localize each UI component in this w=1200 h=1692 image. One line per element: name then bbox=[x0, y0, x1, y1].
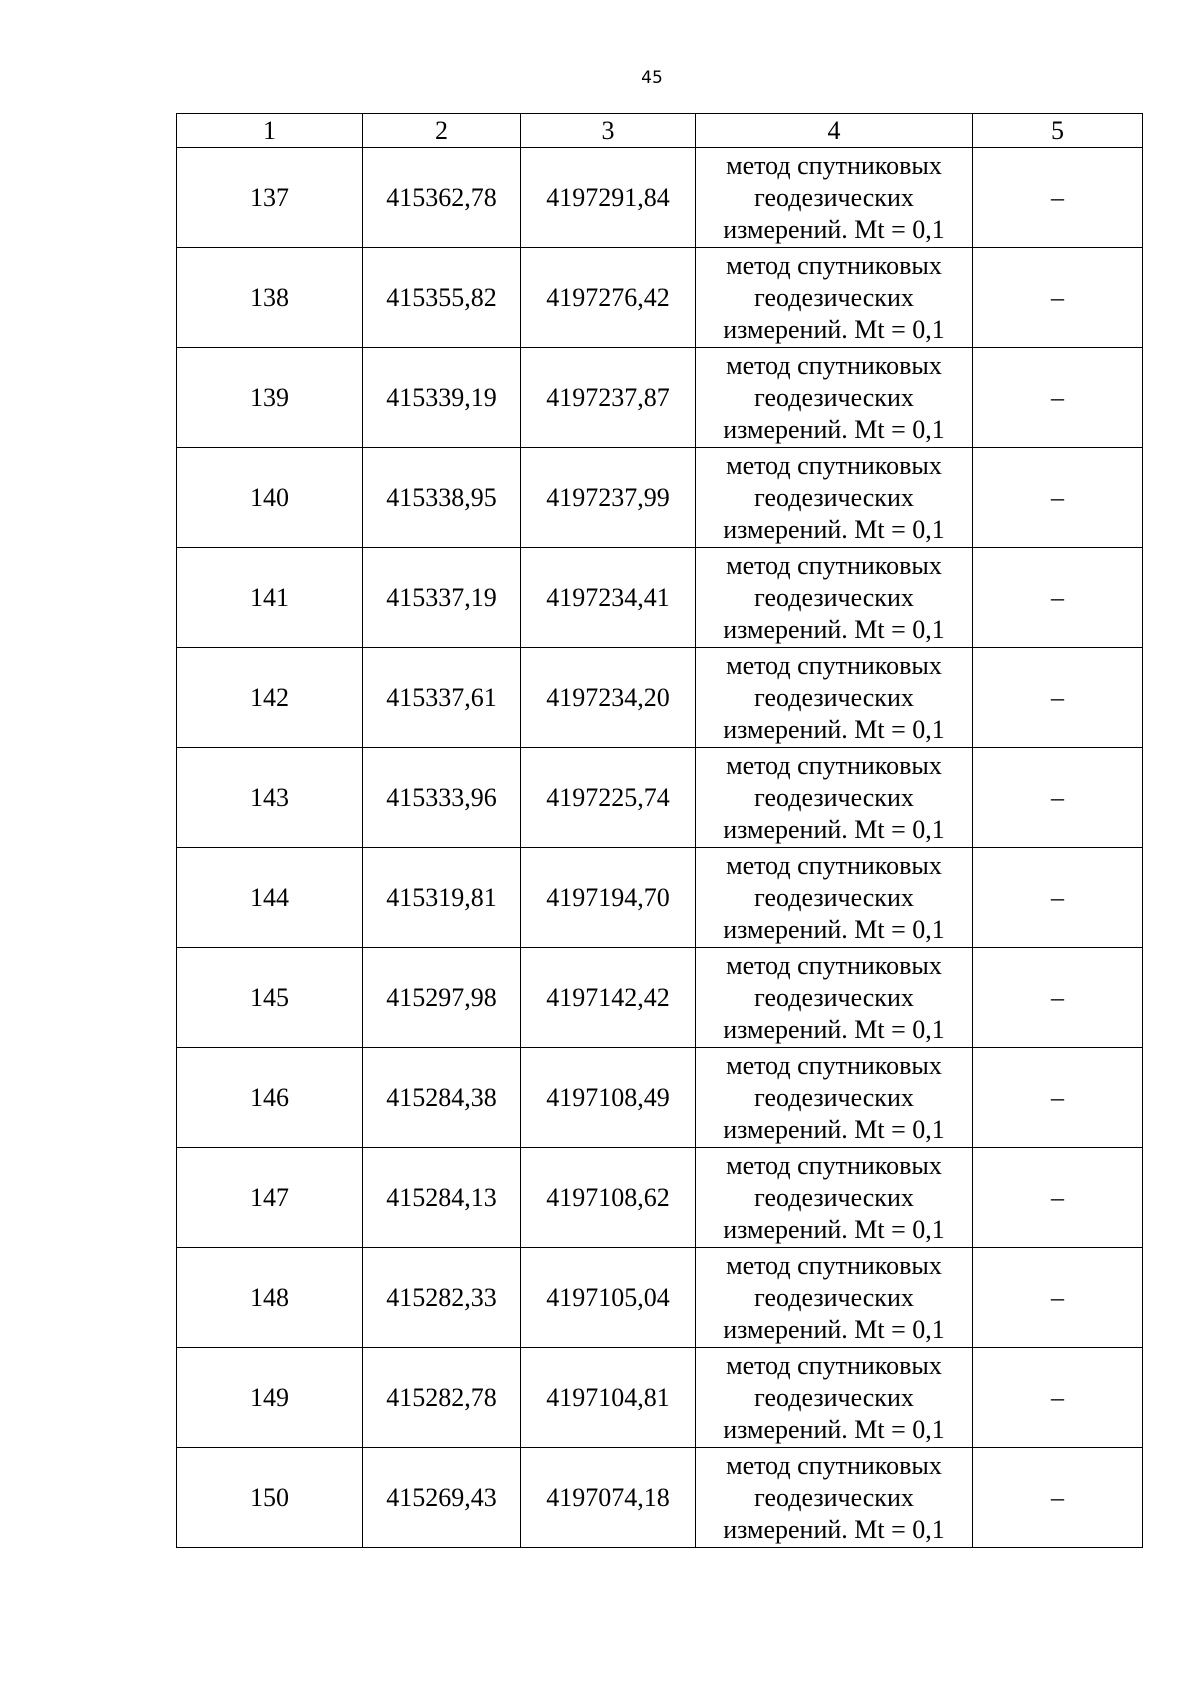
method-line: метод спутниковых bbox=[726, 650, 942, 680]
table-row bbox=[177, 348, 1143, 448]
table-row bbox=[177, 1048, 1143, 1148]
point-number-cell: 139 bbox=[177, 348, 363, 448]
method-line: геодезических bbox=[754, 1282, 914, 1312]
method-cell bbox=[696, 448, 973, 548]
y-coordinate-cell: 4197074,18 bbox=[521, 1448, 696, 1548]
method-line: геодезических bbox=[754, 1082, 914, 1112]
x-coordinate-cell: 415355,82 bbox=[363, 248, 521, 348]
table-row bbox=[177, 1248, 1143, 1348]
x-coordinate-cell: 415362,78 bbox=[363, 148, 521, 248]
point-number-cell: 146 bbox=[177, 1048, 363, 1148]
method-line: метод спутниковых bbox=[726, 150, 942, 180]
method-line: измерений. Mt = 0,1 bbox=[723, 1514, 945, 1544]
point-number-cell: 150 bbox=[177, 1448, 363, 1548]
y-coordinate-cell: 4197234,20 bbox=[521, 648, 696, 748]
header-cell-1: 1 bbox=[177, 114, 363, 148]
method-line: метод спутниковых bbox=[726, 250, 942, 280]
y-coordinate-cell: 4197225,74 bbox=[521, 748, 696, 848]
note-cell: – bbox=[973, 1348, 1143, 1448]
method-line: геодезических bbox=[754, 582, 914, 612]
note-cell: – bbox=[973, 348, 1143, 448]
method-cell bbox=[696, 1448, 973, 1548]
note-cell: – bbox=[973, 648, 1143, 748]
method-cell bbox=[696, 148, 973, 248]
method-cell bbox=[696, 748, 973, 848]
y-coordinate-cell: 4197104,81 bbox=[521, 1348, 696, 1448]
method-cell bbox=[696, 548, 973, 648]
method-cell bbox=[696, 848, 973, 948]
method-line: метод спутниковых bbox=[726, 850, 942, 880]
method-line: геодезических bbox=[754, 782, 914, 812]
x-coordinate-cell: 415337,19 bbox=[363, 548, 521, 648]
table-row bbox=[177, 1148, 1143, 1248]
note-cell: – bbox=[973, 748, 1143, 848]
table-row bbox=[177, 1448, 1143, 1548]
x-coordinate-cell: 415284,13 bbox=[363, 1148, 521, 1248]
method-line: измерений. Mt = 0,1 bbox=[723, 1214, 945, 1244]
note-cell: – bbox=[973, 1148, 1143, 1248]
method-cell bbox=[696, 948, 973, 1048]
method-cell bbox=[696, 348, 973, 448]
x-coordinate-cell: 415338,95 bbox=[363, 448, 521, 548]
table-row bbox=[177, 648, 1143, 748]
table-row bbox=[177, 748, 1143, 848]
method-line: измерений. Mt = 0,1 bbox=[723, 914, 945, 944]
method-line: геодезических bbox=[754, 282, 914, 312]
y-coordinate-cell: 4197237,99 bbox=[521, 448, 696, 548]
header-cell-5: 5 bbox=[973, 114, 1143, 148]
x-coordinate-cell: 415333,96 bbox=[363, 748, 521, 848]
method-line: измерений. Mt = 0,1 bbox=[723, 1014, 945, 1044]
x-coordinate-cell: 415297,98 bbox=[363, 948, 521, 1048]
method-cell bbox=[696, 1248, 973, 1348]
table-row bbox=[177, 848, 1143, 948]
method-cell bbox=[696, 1048, 973, 1148]
method-line: измерений. Mt = 0,1 bbox=[723, 314, 945, 344]
method-line: геодезических bbox=[754, 882, 914, 912]
table-row bbox=[177, 148, 1143, 248]
note-cell: – bbox=[973, 448, 1143, 548]
method-line: метод спутниковых bbox=[726, 450, 942, 480]
method-line: метод спутниковых bbox=[726, 1050, 942, 1080]
point-number-cell: 141 bbox=[177, 548, 363, 648]
method-cell bbox=[696, 1148, 973, 1248]
point-number-cell: 138 bbox=[177, 248, 363, 348]
table-row bbox=[177, 1348, 1143, 1448]
y-coordinate-cell: 4197142,42 bbox=[521, 948, 696, 1048]
y-coordinate-cell: 4197108,62 bbox=[521, 1148, 696, 1248]
point-number-cell: 147 bbox=[177, 1148, 363, 1248]
method-line: метод спутниковых bbox=[726, 550, 942, 580]
point-number-cell: 145 bbox=[177, 948, 363, 1048]
method-line: геодезических bbox=[754, 1182, 914, 1212]
point-number-cell: 144 bbox=[177, 848, 363, 948]
note-cell: – bbox=[973, 948, 1143, 1048]
method-line: измерений. Mt = 0,1 bbox=[723, 1114, 945, 1144]
y-coordinate-cell: 4197276,42 bbox=[521, 248, 696, 348]
method-cell bbox=[696, 1348, 973, 1448]
x-coordinate-cell: 415319,81 bbox=[363, 848, 521, 948]
point-number-cell: 148 bbox=[177, 1248, 363, 1348]
method-line: измерений. Mt = 0,1 bbox=[723, 714, 945, 744]
method-line: метод спутниковых bbox=[726, 1450, 942, 1480]
x-coordinate-cell: 415339,19 bbox=[363, 348, 521, 448]
method-line: измерений. Mt = 0,1 bbox=[723, 414, 945, 444]
method-line: метод спутниковых bbox=[726, 1250, 942, 1280]
note-cell: – bbox=[973, 248, 1143, 348]
method-line: измерений. Mt = 0,1 bbox=[723, 814, 945, 844]
point-number-cell: 140 bbox=[177, 448, 363, 548]
x-coordinate-cell: 415337,61 bbox=[363, 648, 521, 748]
method-line: геодезических bbox=[754, 482, 914, 512]
method-line: геодезических bbox=[754, 182, 914, 212]
header-cell-3: 3 bbox=[521, 114, 696, 148]
x-coordinate-cell: 415282,33 bbox=[363, 1248, 521, 1348]
note-cell: – bbox=[973, 148, 1143, 248]
page-number: 45 bbox=[641, 68, 663, 88]
table-body bbox=[177, 148, 1143, 1548]
y-coordinate-cell: 4197108,49 bbox=[521, 1048, 696, 1148]
point-number-cell: 149 bbox=[177, 1348, 363, 1448]
point-number-cell: 137 bbox=[177, 148, 363, 248]
method-line: метод спутниковых bbox=[726, 750, 942, 780]
method-line: измерений. Mt = 0,1 bbox=[723, 1414, 945, 1444]
header-cell-4: 4 bbox=[696, 114, 973, 148]
y-coordinate-cell: 4197237,87 bbox=[521, 348, 696, 448]
method-cell bbox=[696, 648, 973, 748]
note-cell: – bbox=[973, 848, 1143, 948]
x-coordinate-cell: 415284,38 bbox=[363, 1048, 521, 1148]
method-line: геодезических bbox=[754, 982, 914, 1012]
header-cell-2: 2 bbox=[363, 114, 521, 148]
coordinates-table bbox=[176, 113, 1143, 1548]
y-coordinate-cell: 4197194,70 bbox=[521, 848, 696, 948]
method-line: метод спутниковых bbox=[726, 950, 942, 980]
note-cell: – bbox=[973, 1048, 1143, 1148]
x-coordinate-cell: 415282,78 bbox=[363, 1348, 521, 1448]
note-cell: – bbox=[973, 1248, 1143, 1348]
method-line: геодезических bbox=[754, 1382, 914, 1412]
method-line: геодезических bbox=[754, 682, 914, 712]
method-line: измерений. Mt = 0,1 bbox=[723, 614, 945, 644]
method-line: измерений. Mt = 0,1 bbox=[723, 514, 945, 544]
method-line: геодезических bbox=[754, 382, 914, 412]
y-coordinate-cell: 4197105,04 bbox=[521, 1248, 696, 1348]
method-line: метод спутниковых bbox=[726, 1150, 942, 1180]
y-coordinate-cell: 4197291,84 bbox=[521, 148, 696, 248]
note-cell: – bbox=[973, 548, 1143, 648]
x-coordinate-cell: 415269,43 bbox=[363, 1448, 521, 1548]
point-number-cell: 143 bbox=[177, 748, 363, 848]
method-line: метод спутниковых bbox=[726, 350, 942, 380]
table-row bbox=[177, 448, 1143, 548]
method-line: измерений. Mt = 0,1 bbox=[723, 1314, 945, 1344]
method-cell bbox=[696, 248, 973, 348]
table-row bbox=[177, 948, 1143, 1048]
method-line: геодезических bbox=[754, 1482, 914, 1512]
method-line: измерений. Mt = 0,1 bbox=[723, 214, 945, 244]
table-row bbox=[177, 548, 1143, 648]
table-row bbox=[177, 248, 1143, 348]
method-line: метод спутниковых bbox=[726, 1350, 942, 1380]
y-coordinate-cell: 4197234,41 bbox=[521, 548, 696, 648]
note-cell: – bbox=[973, 1448, 1143, 1548]
table-header-row bbox=[177, 114, 1143, 148]
point-number-cell: 142 bbox=[177, 648, 363, 748]
